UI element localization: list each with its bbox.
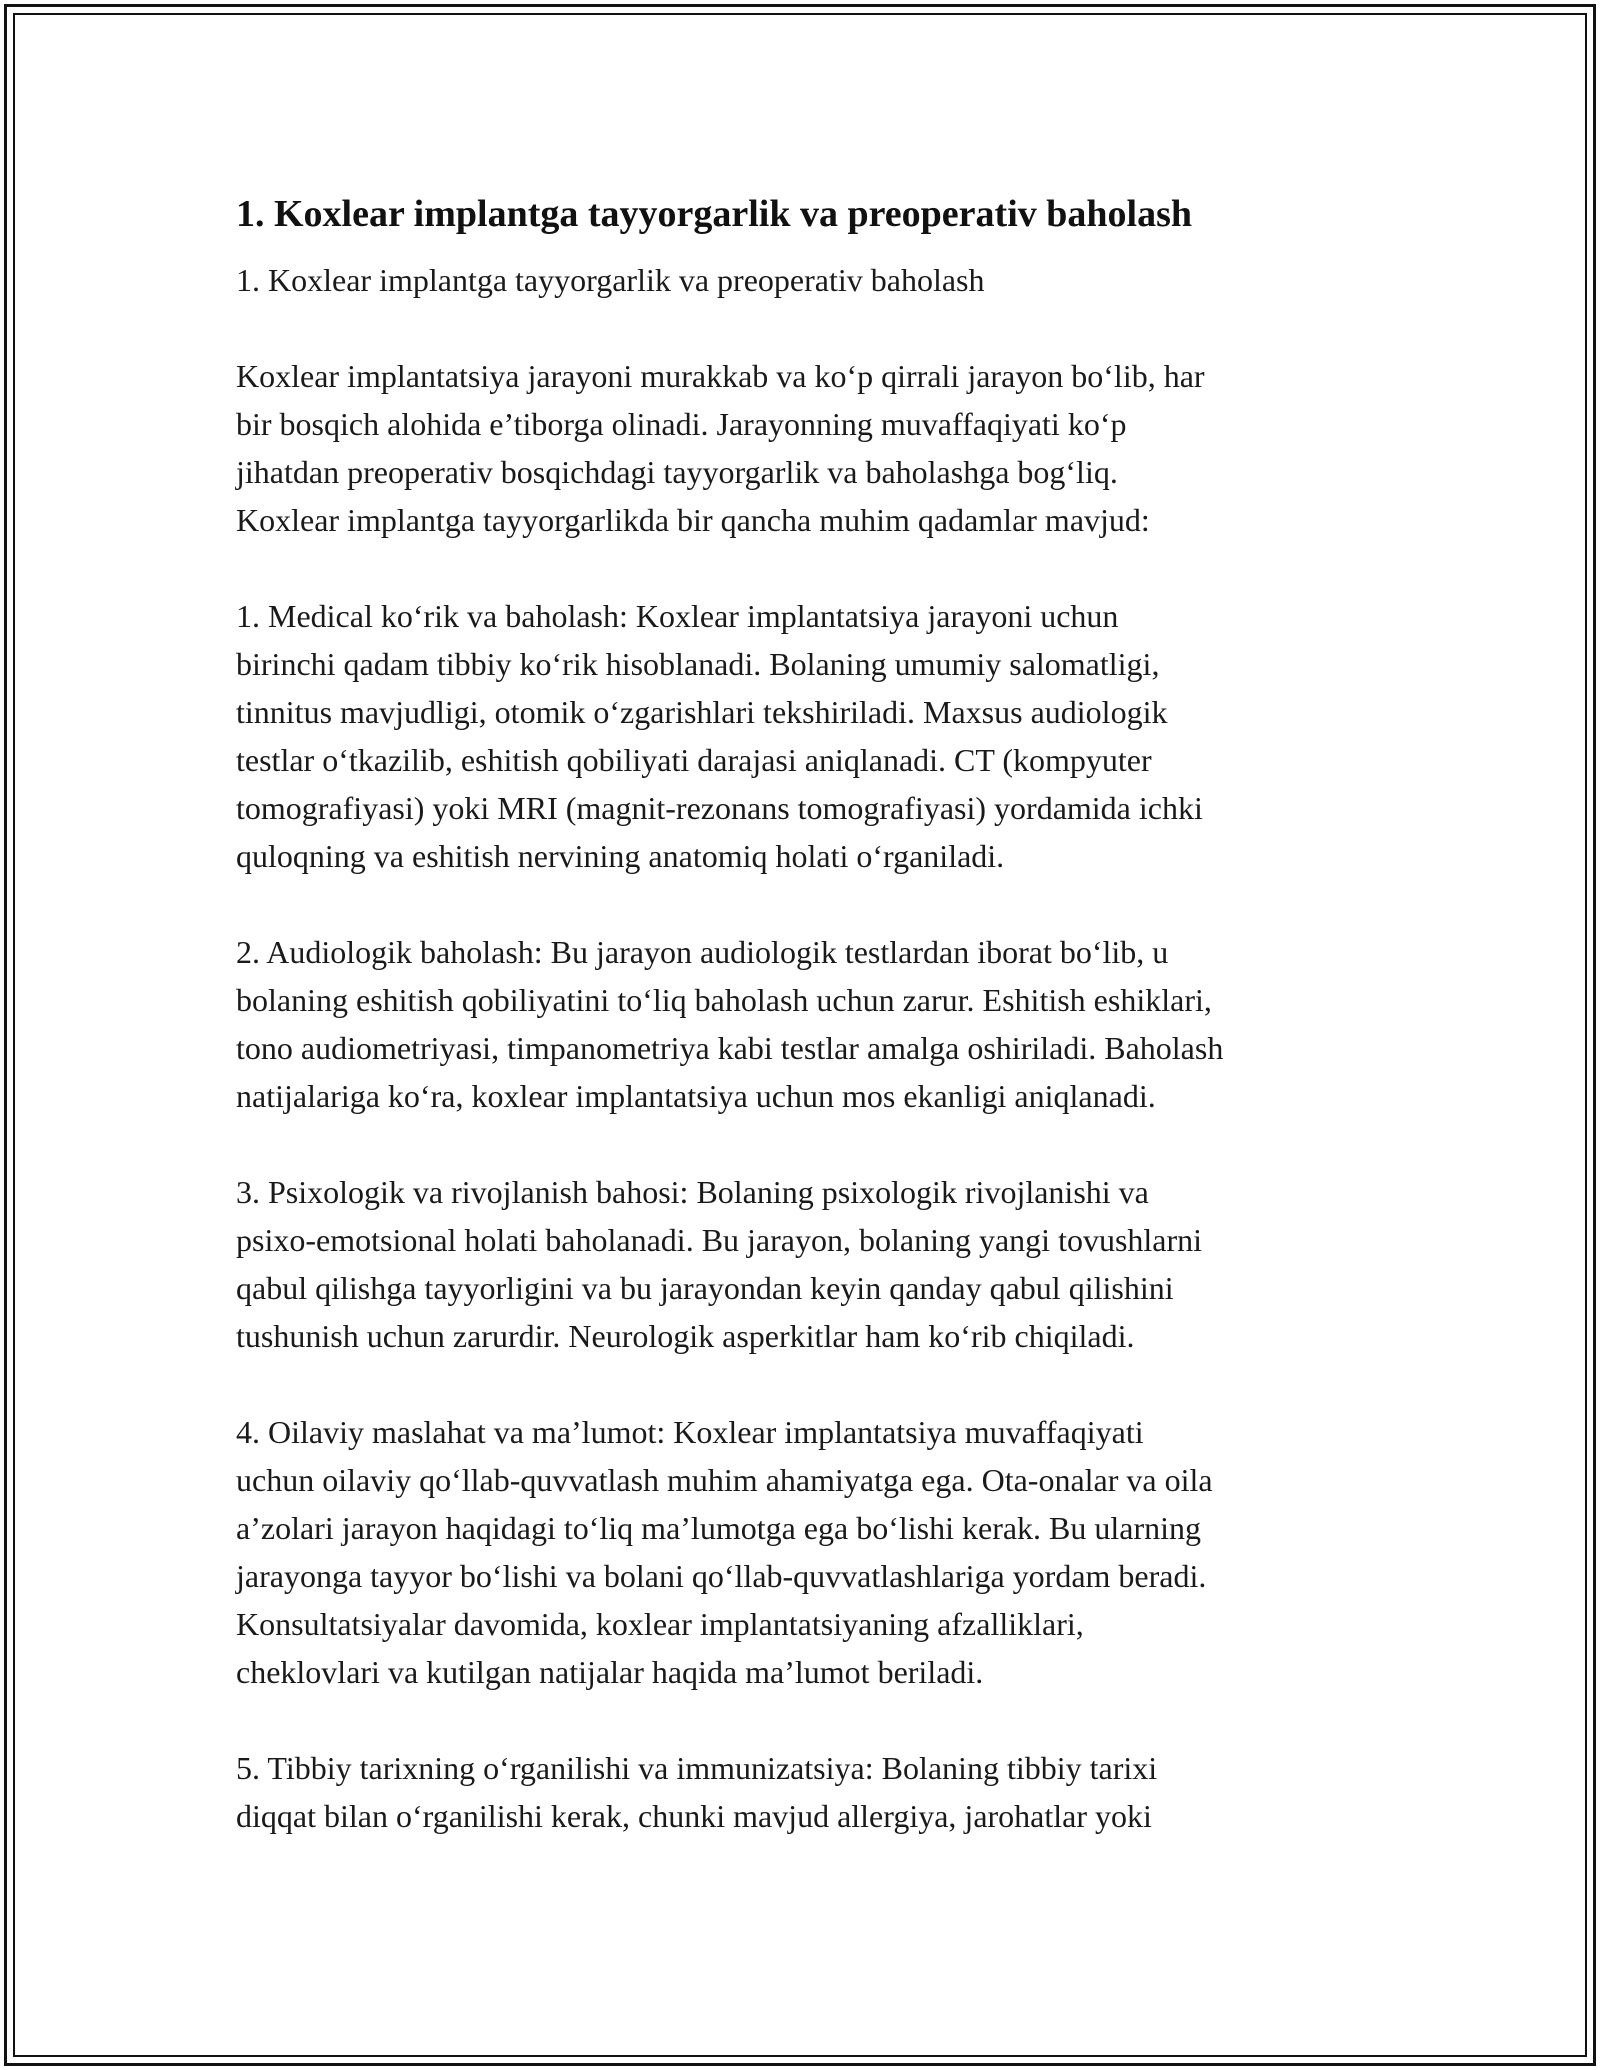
paragraph-family-counseling: 4. Oilaviy maslahat va ma’lumot: Koxlear implantatsiya muvaffaqiyati uchun oilaviy qo‘llab-quvvatlash muhim ahamiyatga ega. Ota-onalar va oila a’zolari jarayon haqidagi to‘liq ma’lumotga ega bo‘lishi kerak. Bu ularning jarayonga tayyor bo‘lishi va bolani qo‘llab-quvvatlashlariga yordam beradi. Konsultatsiyalar davomida, koxlear implantatsiyaning afzalliklari, cheklovlari va kutilgan natijalar haqida ma’lumot beriladi. xyxy=(236,1414,1213,1690)
document-body xyxy=(236,190,1376,1840)
paragraph-intro: Koxlear implantatsiya jarayoni murakkab va ko‘p qirrali jarayon bo‘lib, har bir bosqich alohida e’tiborga olinadi. Jarayonning muvaffaqiyati ko‘p jihatdan preoperativ bosqichdagi tayyorgarlik va baholashga bog‘liq. Koxlear implantga tayyorgarlikda bir qancha muhim qadamlar mavjud: xyxy=(236,358,1205,538)
paragraph-audiologic-assessment: 2. Audiologik baholash: Bu jarayon audiologik testlardan iborat bo‘lib, u bolaning eshitish qobiliyatini to‘liq baholash uchun zarur. Eshitish eshiklari, tono audiometriyasi, timpanometriya kabi testlar amalga oshiriladi. Baholash natijalariga ko‘ra, koxlear implantatsiya uchun mos ekanligi aniqlanadi. xyxy=(236,934,1224,1114)
paragraph-psychological-assessment: 3. Psixologik va rivojlanish bahosi: Bolaning psixologik rivojlanishi va psixo-emotsional holati baholanadi. Bu jarayon, bolaning yangi tovushlarni qabul qilishga tayyorligini va bu jarayondan keyin qanday qabul qilishini tushunish uchun zarurdir. Neurologik asperkitlar ham ko‘rib chiqiladi. xyxy=(236,1174,1203,1354)
paragraph-medical-history: 5. Tibbiy tarixning o‘rganilishi va immunizatsiya: Bolaning tibbiy tarixi diqqat bilan o‘rganilishi kerak, chunki mavjud allergiya, jarohatlar yoki xyxy=(236,1750,1158,1834)
paragraph-medical-exam: 1. Medical ko‘rik va baholash: Koxlear implantatsiya jarayoni uchun birinchi qadam tibbiy ko‘rik hisoblanadi. Bolaning umumiy salomatligi, tinnitus mavjudligi, otomik o‘zgarishlari tekshiriladi. Maxsus audiologik testlar o‘tkazilib, eshitish qobiliyati darajasi aniqlanadi. CT (kompyuter tomografiyasi) yoki MRI (magnit-rezonans tomografiyasi) yordamida ichki quloqning va eshitish nervining anatomiq holati o‘rganiladi. xyxy=(236,598,1203,874)
document-heading: 1. Koxlear implantga tayyorgarlik va preoperativ baholash xyxy=(236,193,1192,235)
paragraph-subtitle: 1. Koxlear implantga tayyorgarlik va preoperativ baholash xyxy=(236,262,985,298)
